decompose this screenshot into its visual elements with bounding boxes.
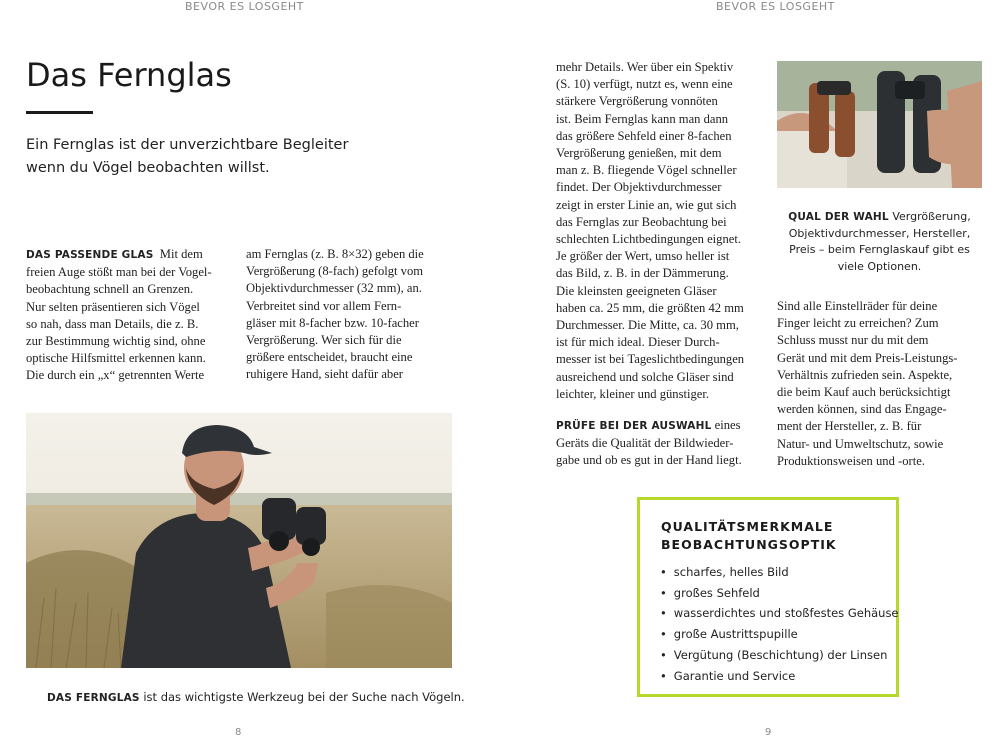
body-line: so nah, dass man Details, die z. B. xyxy=(26,316,199,331)
list-item: • wasserdichtes und stoßfestes Gehäuse xyxy=(660,603,899,624)
body-line: schlechten Lichtbedingungen eignet. xyxy=(556,232,741,247)
section-kicker: DAS PASSENDE GLAS xyxy=(26,249,154,261)
body-line: beobachtung schnell an Grenzen. xyxy=(26,282,194,297)
section-check xyxy=(556,417,770,470)
running-head-left: BEVOR ES LOSGEHT xyxy=(185,0,304,13)
body-column-2 xyxy=(246,246,460,384)
body-line: man z. B. fliegende Vögel schneller xyxy=(556,163,737,178)
body-line: findet. Der Objektivdurchmesser xyxy=(556,180,722,195)
body-line: (S. 10) verfügt, nutzt es, wenn eine xyxy=(556,77,733,92)
body-line: Objektivdurchmesser (32 mm), an. xyxy=(246,281,422,296)
page-number-right: 9 xyxy=(765,727,772,738)
body-line: Finger leicht zu erreichen? Zum xyxy=(777,316,939,331)
caption-text: ist das wichtigste Werkzeug bei der Suche nach Vögeln. xyxy=(143,690,465,704)
body-line: Vergrößerung (8-fach) gefolgt vom xyxy=(246,264,424,279)
body-line: stärkere Vergrößerung vonnöten xyxy=(556,94,718,109)
body-line: gläser mit 8-facher bzw. 10-facher xyxy=(246,315,419,330)
box-title-line: BEOBACHTUNGSOPTIK xyxy=(661,537,837,552)
body-line: gabe und ob es gut in der Hand liegt. xyxy=(556,453,742,468)
body-line: messer ist bei Tageslichtbedingungen xyxy=(556,352,745,367)
caption-line: Preis – beim Fernglaskauf gibt es xyxy=(789,243,970,256)
body-line: DAS PASSENDE GLAS Mit dem xyxy=(26,247,203,261)
quality-features-box xyxy=(637,497,899,697)
body-column-1 xyxy=(26,246,240,385)
body-line: Je größer der Wert, umso heller ist xyxy=(556,249,730,264)
body-line: Natur- und Umweltschutz, sowie xyxy=(777,436,944,451)
lead-paragraph xyxy=(26,134,366,180)
body-line: Geräts die Qualität der Bildwieder- xyxy=(556,436,734,451)
caption-line: viele Optionen. xyxy=(837,259,922,273)
small-photo-caption xyxy=(777,209,982,275)
page-number-left: 8 xyxy=(235,727,242,738)
caption-line: Objektivdurchmesser, Hersteller, xyxy=(788,226,971,240)
body-line: ist. Beim Fernglas kann man dann xyxy=(556,111,729,126)
body-line: Produktionsweisen und -orte. xyxy=(777,453,925,468)
body-line: optische Hilfsmittel erkennen kann. xyxy=(26,351,206,366)
body-line: Gerät und mit dem Preis-Leistungs- xyxy=(777,350,958,365)
body-line: Sind alle Einstellräder für deine xyxy=(777,299,938,313)
body-line: das Bild, z. B. in der Dämmerung. xyxy=(556,266,729,281)
body-line: Verhältnis zufrieden sein. Aspekte, xyxy=(777,367,953,382)
body-line: das größere Sehfeld einer 8-fachen xyxy=(556,128,732,143)
photo-caption xyxy=(47,689,465,706)
body-line: werden können, sind das Engage- xyxy=(777,402,947,417)
quality-list xyxy=(660,562,899,686)
list-item: • Vergütung (Beschichtung) der Linsen xyxy=(660,645,899,666)
body-line: am Fernglas (z. B. 8×32) geben die xyxy=(246,247,424,261)
body-line: das Fernglas zur Beobachtung bei xyxy=(556,214,727,229)
body-line: Schluss musst nur du mit dem xyxy=(777,333,929,348)
body-line: Vergrößerung. Wer sich für die xyxy=(246,333,402,348)
box-title-line: QUALITÄTSMERKMALE xyxy=(661,519,834,534)
lead-line: Ein Fernglas ist der unverzichtbare Begleiter xyxy=(26,137,349,153)
title-underline xyxy=(26,111,93,114)
body-line: Vergrößerung genießen, mit dem xyxy=(556,146,722,161)
caption-kicker: DAS FERNGLAS xyxy=(47,692,140,704)
list-item: • scharfes, helles Bild xyxy=(660,562,899,583)
body-column-4 xyxy=(777,298,997,470)
body-line: PRÜFE BEI DER AUSWAHL eines xyxy=(556,418,741,432)
list-item: • große Austrittspupille xyxy=(660,624,899,645)
body-line: die beim Kauf auch berücksichtigt xyxy=(777,385,951,400)
body-line: ist für mich ideal. Dieser Durch- xyxy=(556,335,720,350)
body-line: Verbreitet sind vor allem Fern- xyxy=(246,298,402,313)
caption-kicker: QUAL DER WAHL xyxy=(788,211,889,223)
body-line: Die durch ein „x“ getrennten Werte xyxy=(26,368,205,383)
body-column-3 xyxy=(556,59,768,403)
body-line: zeigt in erster Linie an, wie gut sich xyxy=(556,197,737,212)
body-line: zur Bestimmung wichtig sind, ohne xyxy=(26,334,206,349)
list-item: • Garantie und Service xyxy=(660,666,899,687)
body-line: mehr Details. Wer über ein Spektiv xyxy=(556,60,734,74)
body-line: Nur selten präsentieren sich Vögel xyxy=(26,299,200,314)
body-line: leichter, kleiner und günstiger. xyxy=(556,386,710,401)
caption-line: QUAL DER WAHL Vergrößerung, xyxy=(788,210,971,223)
body-line: größere entscheidet, braucht eine xyxy=(246,350,413,365)
man-with-binoculars-photo xyxy=(26,413,452,668)
body-line: freien Auge stößt man bei der Vogel- xyxy=(26,265,212,280)
section-kicker: PRÜFE BEI DER AUSWAHL xyxy=(556,420,712,432)
box-title xyxy=(661,518,837,554)
lead-line: wenn du Vögel beobachten willst. xyxy=(26,160,270,176)
body-line: ruhigere Hand, sieht dafür aber xyxy=(246,367,404,382)
running-head-right: BEVOR ES LOSGEHT xyxy=(716,0,835,13)
list-item: • großes Sehfeld xyxy=(660,583,899,604)
body-line: haben ca. 25 mm, die größten 42 mm xyxy=(556,300,744,315)
body-line: ausreichend und solche Gläser sind xyxy=(556,369,734,384)
hands-holding-binoculars-photo xyxy=(777,61,982,188)
body-line: Durchmesser. Die Mitte, ca. 30 mm, xyxy=(556,318,739,333)
page-title: Das Fernglas xyxy=(26,56,232,94)
body-line: ment der Hersteller, z. B. für xyxy=(777,419,922,434)
body-line: Die kleinsten geeigneten Gläser xyxy=(556,283,717,298)
